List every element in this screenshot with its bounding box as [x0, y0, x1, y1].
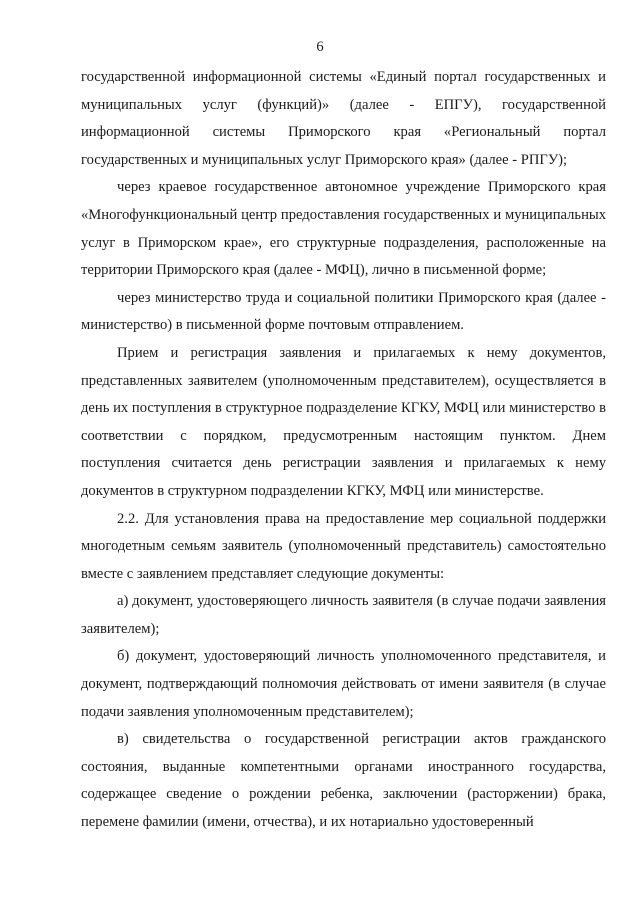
- list-item-v: в) свидетельства о государственной регистрации актов гражданского состояния, выданные компетентными органами иностранного государства, содержащее сведение о рождении ребенка, заключении (расторжении) брака, перемене фамилии (имени, отчества), и их нотариально удостоверенный: [81, 731, 606, 831]
- list-item-b: б) документ, удостоверяющий личность уполномоченного представителя, и документ, подтверждающий полномочия действовать от имени заявителя (в случае подачи заявления уполномоченным представителем);: [81, 648, 606, 720]
- paragraph-section-2-2: 2.2. Для установления права на предоставление мер социальной поддержки многодетным семьям заявитель (уполномоченный представитель) самостоятельно вместе с заявлением представляет следующие документы:: [81, 510, 606, 582]
- list-item-a: а) документ, удостоверяющего личность заявителя (в случае подачи заявления заявителем);: [81, 593, 606, 637]
- paragraph-portals: государственной информационной системы «Единый портал государственных и муниципальных услуг (функций)» (далее - ЕПГУ), государственной информационной системы Приморского края «Региональный портал государственных и муниципальных услуг Приморского края» (далее - РПГУ);: [81, 69, 606, 168]
- paragraph-ministry: через министерство труда и социальной политики Приморского края (далее - министерство) в письменной форме почтовым отправлением.: [81, 289, 606, 334]
- paragraph-mfc: через краевое государственное автономное учреждение Приморского края «Многофункциональный центр предоставления государственных и муниципальных услуг в Приморском крае», его структурные подразделения, расположенные на территории Приморского края (далее - МФЦ), лично в письменной форме;: [81, 179, 606, 279]
- paragraph-registration: Прием и регистрация заявления и прилагаемых к нему документов, представленных заявителем (уполномоченным представителем), осуществляется в день их поступления в структурное подразделение КГКУ, МФЦ или министерство в соответствии с порядком, предусмотренным настоящим пунктом. Днем поступления считается день регистрации заявления и прилагаемых к нему документов в структурном подразделении КГКУ, МФЦ или министерстве.: [81, 344, 606, 499]
- page-number: 6: [316, 39, 324, 55]
- document-body: [81, 64, 606, 837]
